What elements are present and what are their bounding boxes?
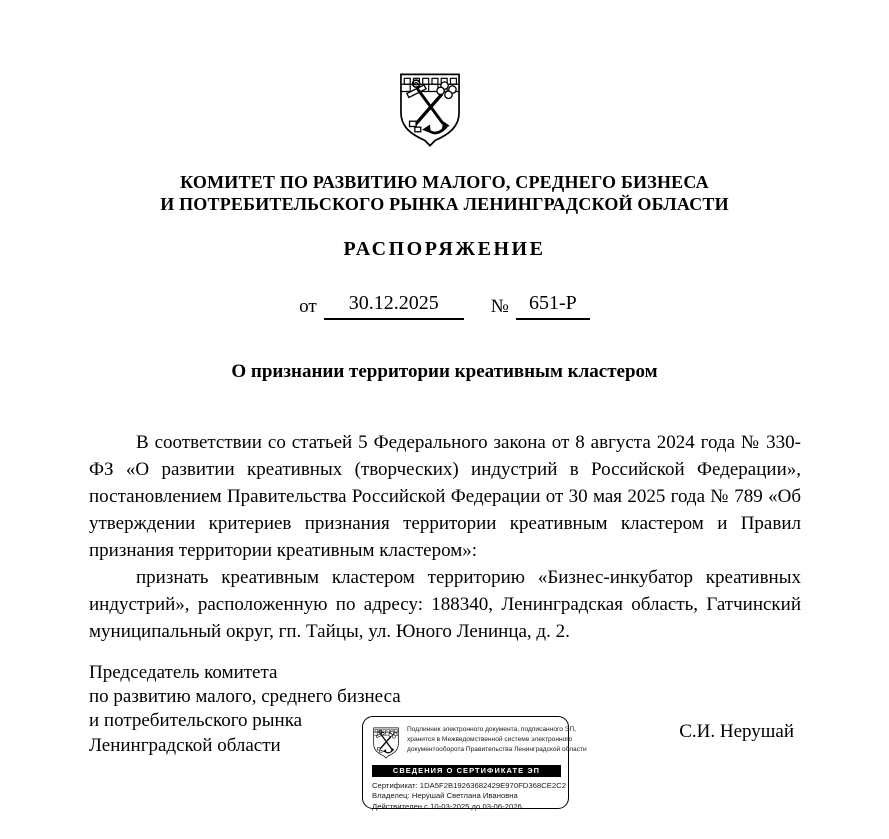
date-prefix-label: от bbox=[299, 296, 317, 317]
doc-type-heading: РАСПОРЯЖЕНИЕ bbox=[343, 238, 546, 260]
document-title: О признании территории креативным кластером bbox=[231, 361, 658, 382]
signature-position-line: Ленинградской области bbox=[89, 734, 281, 756]
stamp-header-line: хранится в Межведомственной системе электронного bbox=[407, 735, 573, 743]
stamp-header-text bbox=[407, 725, 587, 754]
signature-position-line: и потребительского рынка bbox=[89, 710, 303, 732]
org-name-line2: И ПОТРЕБИТЕЛЬСКОГО РЫНКА ЛЕНИНГРАДСКОЙ ОБЛАСТИ bbox=[160, 194, 729, 214]
number-sign-label: № bbox=[490, 296, 509, 317]
document-body bbox=[89, 429, 801, 645]
body-paragraph: В соответствии со статьей 5 Федерального закона от 8 августа 2024 года № 330-ФЗ «О развитии креативных (творческих) индустрий в Российской Федерации», постановлением Правительства Российской Федерации от 30 мая 2025 года № 789 «Об утверждении критериев признания территории креативным кластером и Правил признания территории креативным кластером»: bbox=[89, 432, 801, 561]
stamp-validity: Действителен с 10-03-2025 до 03-06-2026 bbox=[372, 801, 522, 811]
coat-of-arms-icon bbox=[397, 71, 463, 149]
signature-name: С.И. Нерушай bbox=[679, 721, 794, 742]
stamp-coat-of-arms-icon bbox=[372, 725, 400, 761]
number-value: 651-Р bbox=[516, 292, 590, 320]
org-name-line1: КОМИТЕТ ПО РАЗВИТИЮ МАЛОГО, СРЕДНЕГО БИЗНЕСА bbox=[180, 172, 709, 192]
date-number-line bbox=[0, 292, 889, 320]
signature-position bbox=[89, 661, 401, 758]
date-value: 30.12.2025 bbox=[324, 292, 464, 320]
stamp-certificate-details bbox=[372, 781, 566, 812]
signature-position-line: Председатель комитета bbox=[89, 662, 278, 683]
stamp-header-line: документооборота Правительства Ленинградской области bbox=[407, 745, 587, 753]
stamp-certificate-number: Сертификат: 1DA5F2B19263682429E970FD368CE2C2 bbox=[372, 781, 566, 790]
body-paragraph: признать креативным кластером территорию «Бизнес-инкубатор креативных индустрий», расположенную по адресу: 188340, Ленинградская область, Гатчинский муниципальный округ, гп. Тайцы, ул. Юного Ленинца, д. 2. bbox=[89, 567, 801, 642]
stamp-header-line: Подлинник электронного документа, подписанного ЭП, bbox=[407, 726, 577, 733]
stamp-owner: Владелец: Нерушай Светлана Ивановна bbox=[372, 791, 518, 801]
electronic-signature-stamp bbox=[362, 716, 587, 811]
signature-position-line: по развитию малого, среднего бизнеса bbox=[89, 686, 401, 708]
org-name bbox=[0, 171, 889, 215]
stamp-certificate-bar: СВЕДЕНИЯ О СЕРТИФИКАТЕ ЭП bbox=[372, 765, 561, 777]
